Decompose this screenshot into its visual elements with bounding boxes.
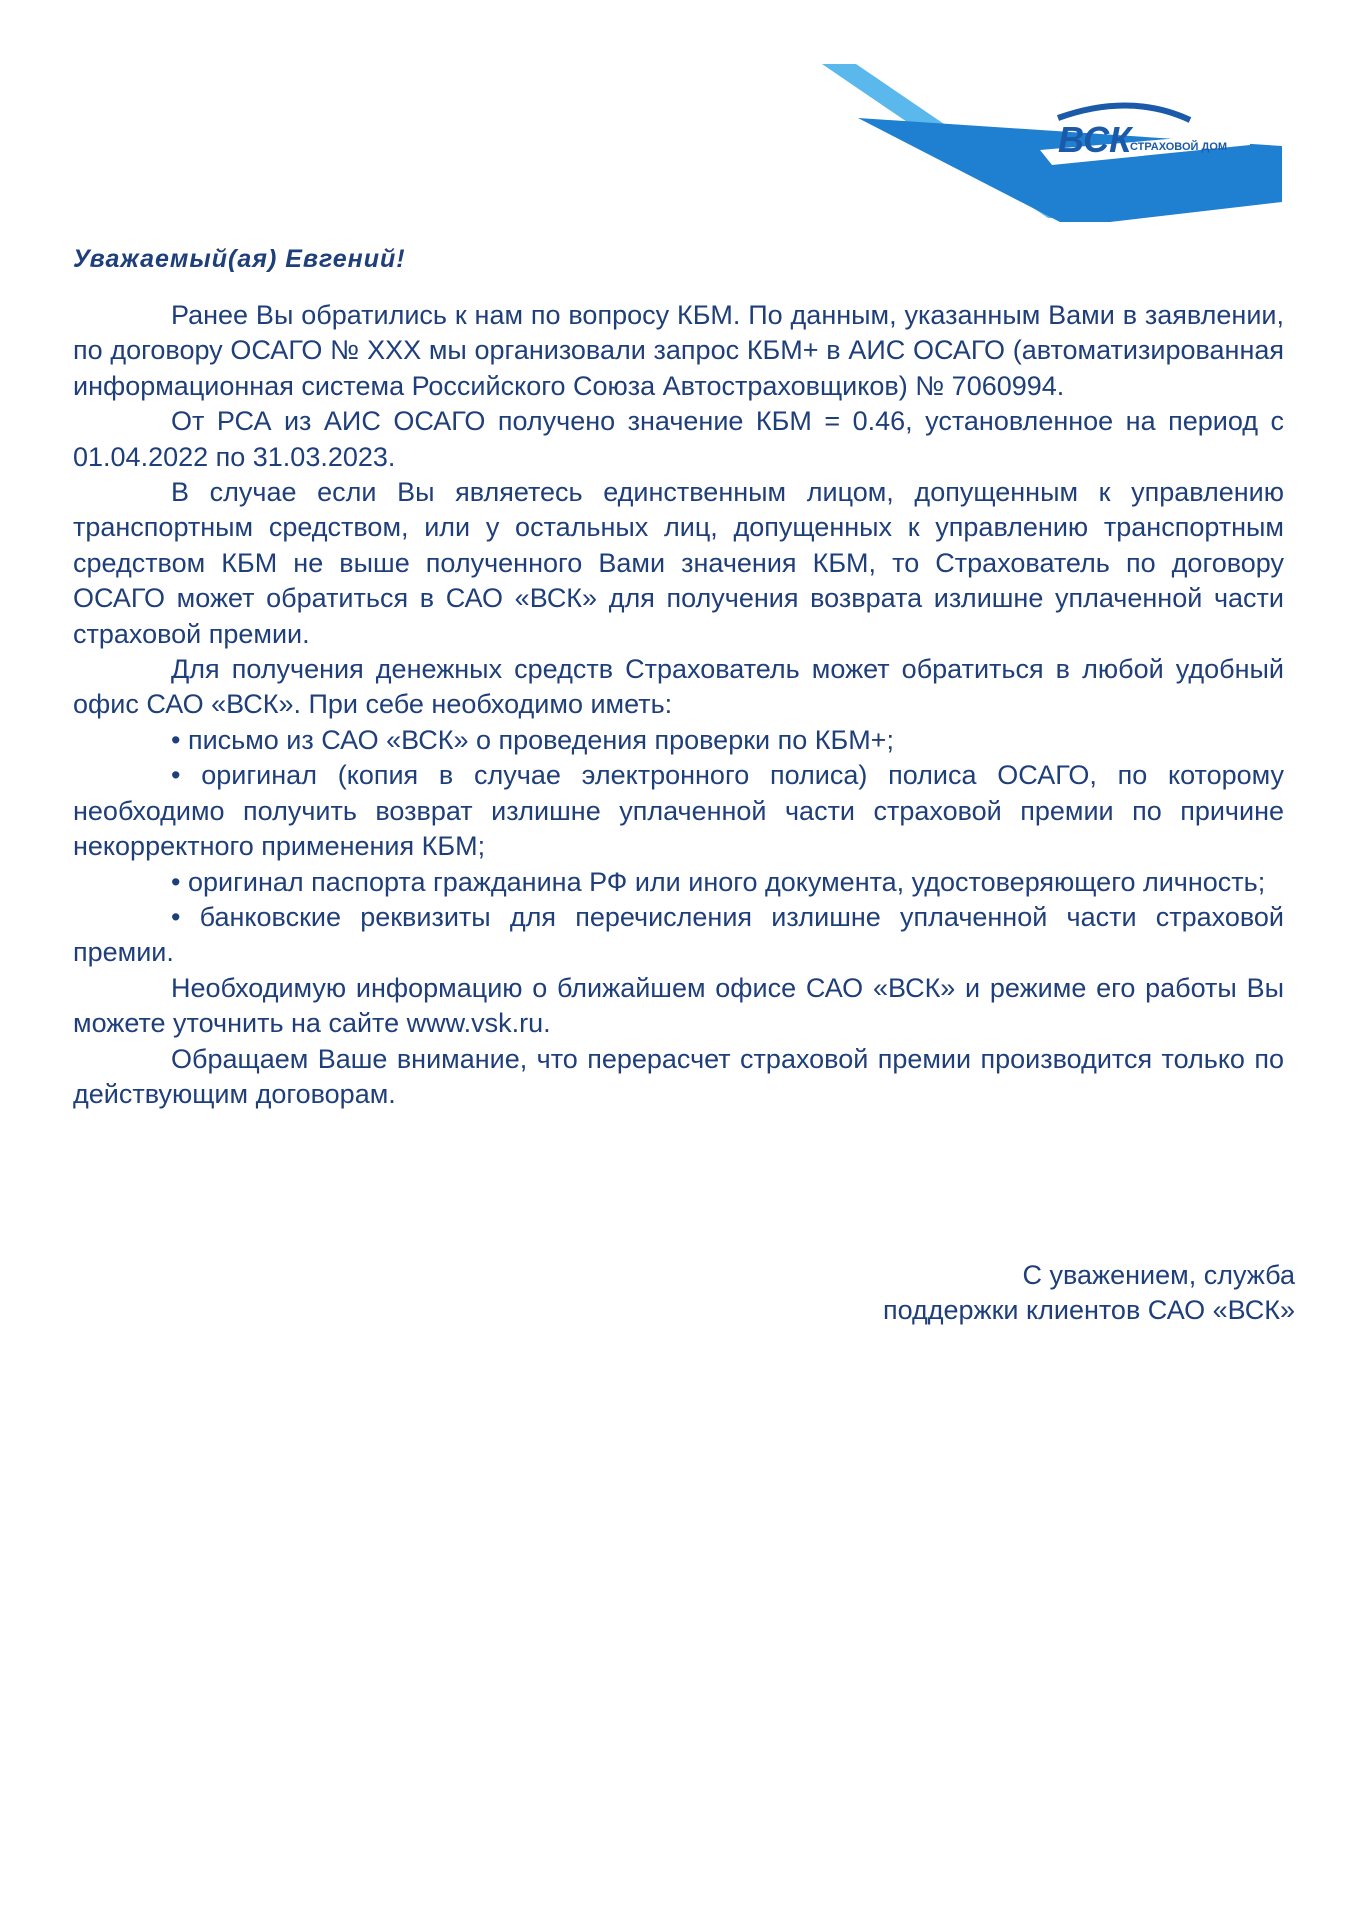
paragraph-kbm-value: От РСА из АИС ОСАГО получено значение КБМ = 0.46, установленное на период с 01.04.2022 по 31.03.2023. <box>73 406 1284 472</box>
list-item-bank-details: • банковские реквизиты для перечисления излишне уплаченной части страховой премии. <box>73 901 1284 968</box>
list-item-passport: • оригинал паспорта гражданина РФ или иного документа, удостоверяющего личность; <box>171 866 1266 897</box>
logo-tagline: СТРАХОВОЙ ДОМ <box>1130 141 1228 153</box>
list-item-letter: • письмо из САО «ВСК» о проведения проверки по КБМ+; <box>171 724 894 755</box>
paragraph-notice: Обращаем Ваше внимание, что перерасчет страховой премии производится только по действующим договорам. <box>73 1043 1284 1109</box>
signature <box>700 1258 1295 1329</box>
vsk-logo <box>0 0 1358 240</box>
letter-body <box>73 298 1284 1112</box>
paragraph-intro: Ранее Вы обратились к нам по вопросу КБМ. По данным, указанным Вами в заявлении, по договору ОСАГО № XXX мы организовали запрос КБМ+ в АИС ОСАГО (автоматизированная информационная система Российского Союза Автостраховщиков) № 7060994. <box>73 300 1284 401</box>
signature-line-2: поддержки клиентов САО «ВСК» <box>882 1295 1295 1326</box>
paragraph-how-to-get: Для получения денежных средств Страхователь может обратиться в любой удобный офис САО «ВСК». При себе необходимо иметь: <box>73 654 1284 720</box>
list-item-policy: • оригинал (копия в случае электронного полиса) полиса ОСАГО, по которому необходимо получить возврат излишне уплаченной части страховой премии по причине некорректного применения КБМ; <box>73 760 1284 862</box>
logo-roof-arc <box>1058 105 1190 120</box>
paragraph-office-info: Необходимую информацию о ближайшем офисе САО «ВСК» и режиме его работы Вы можете уточнить на сайте www.vsk.ru. <box>73 972 1284 1039</box>
paragraph-eligibility: В случае если Вы являетесь единственным лицом, допущенным к управлению транспортным средством, или у остальных лиц, допущенных к управлению транспортным средством КБМ не выше полученного Вами значения КБМ, то Страхователь по договору ОСАГО может обратиться в САО «ВСК» для получения возврата излишне уплаченной части страховой премии. <box>73 477 1284 649</box>
greeting: Уважаемый(ая) Евгений! <box>73 245 406 273</box>
signature-line-1: С уважением, служба <box>1022 1260 1295 1290</box>
logo-brand: ВСК <box>1058 119 1132 160</box>
